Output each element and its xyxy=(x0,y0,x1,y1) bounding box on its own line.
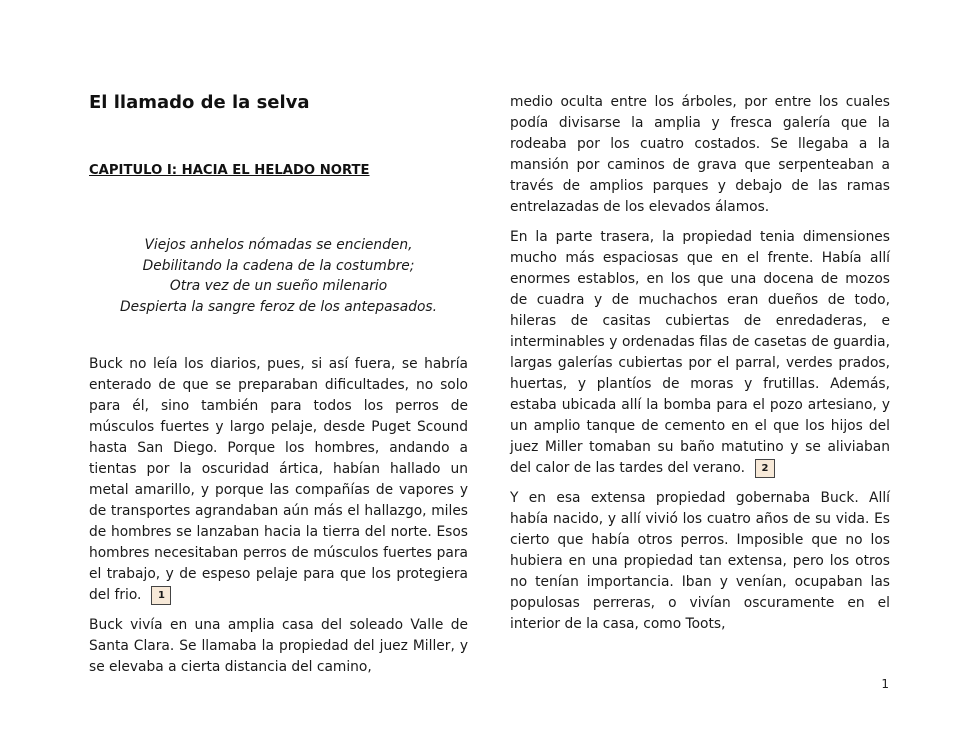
annotation-marker-1[interactable]: 1 xyxy=(151,586,171,605)
book-title: El llamado de la selva xyxy=(89,92,310,113)
paragraph: Y en esa extensa propiedad gobernaba Buck. Allí había nacido, y allí vivió los cuatro años de su vida. Es cierto que había otros perros. Imposible que no los hubiera en una propiedad tan extensa, pero los otros no tenían importancia. Iban y venían, ocupaban las populosas perreras, o vivían oscuramente en el interior de la casa, como Toots, xyxy=(510,490,890,632)
right-column xyxy=(510,92,890,635)
poem-line: Otra vez de un sueño milenario xyxy=(169,278,388,294)
epigraph-poem xyxy=(89,235,468,317)
poem-line: Debilitando la cadena de la costumbre; xyxy=(142,257,415,274)
annotation-marker-2[interactable]: 2 xyxy=(755,459,775,478)
paragraph: medio oculta entre los árboles, por entre los cuales podía divisarse la amplia y fresca galería que la rodeaba por los cuatro costados. Se llegaba a la mansión por caminos de grava que serpenteaban a través de amplios parques y debajo de las ramas entrelazadas de los elevados álamos. xyxy=(510,94,890,215)
paragraph-text: Buck no leía los diarios, pues, si así fuera, se habría enterado de que se preparaban dificultades, no solo para él, sino también para todos los perros de músculos fuertes y largo pelaje, desde Puget Scound hasta San Diego. Porque los hombres, andando a tientas por la oscuridad ártica, habían hallado un metal amarillo, y porque las compañías de vapores y de transportes agrandaban aún más el hallazgo, miles de hombres se lanzaban hacia la tierra del norte. Esos hombres necesitaban perros de músculos fuertes para el trabajo, y de espeso pelaje para que los protegiera del frio. xyxy=(89,356,468,603)
paragraph: Buck vivía en una amplia casa del soleado Valle de Santa Clara. Se llamaba la propiedad del juez Miller, y se elevaba a cierta distancia del camino, xyxy=(89,617,468,675)
poem-line: Viejos anhelos nómadas se encienden, xyxy=(144,237,413,253)
paragraph-text: En la parte trasera, la propiedad tenia dimensiones mucho más espaciosas que en el frente. Había allí enormes establos, en los que una docena de mozos de cuadra y de muchachos eran dueños de todo, hileras de casitas cubiertas de enredaderas, e interminables y ordenadas filas de casetas de guardia, largas galerías cubiertas por el parral, verdes prados, huertas, y plantíos de moras y frutillas. Además, estaba ubicada allí la bomba para el pozo artesiano, y un amplio tanque de cemento en el que los hijos del juez Miller tomaban su baño matutino y se aliviaban del calor de las tardes del verano. xyxy=(510,229,890,476)
paragraph xyxy=(510,227,890,479)
paragraph xyxy=(89,354,468,606)
left-column xyxy=(89,92,468,678)
page-number: 1 xyxy=(881,677,889,691)
poem-line: Despierta la sangre feroz de los antepasados. xyxy=(120,298,437,315)
chapter-heading: CAPITULO I: HACIA EL HELADO NORTE xyxy=(89,163,370,178)
